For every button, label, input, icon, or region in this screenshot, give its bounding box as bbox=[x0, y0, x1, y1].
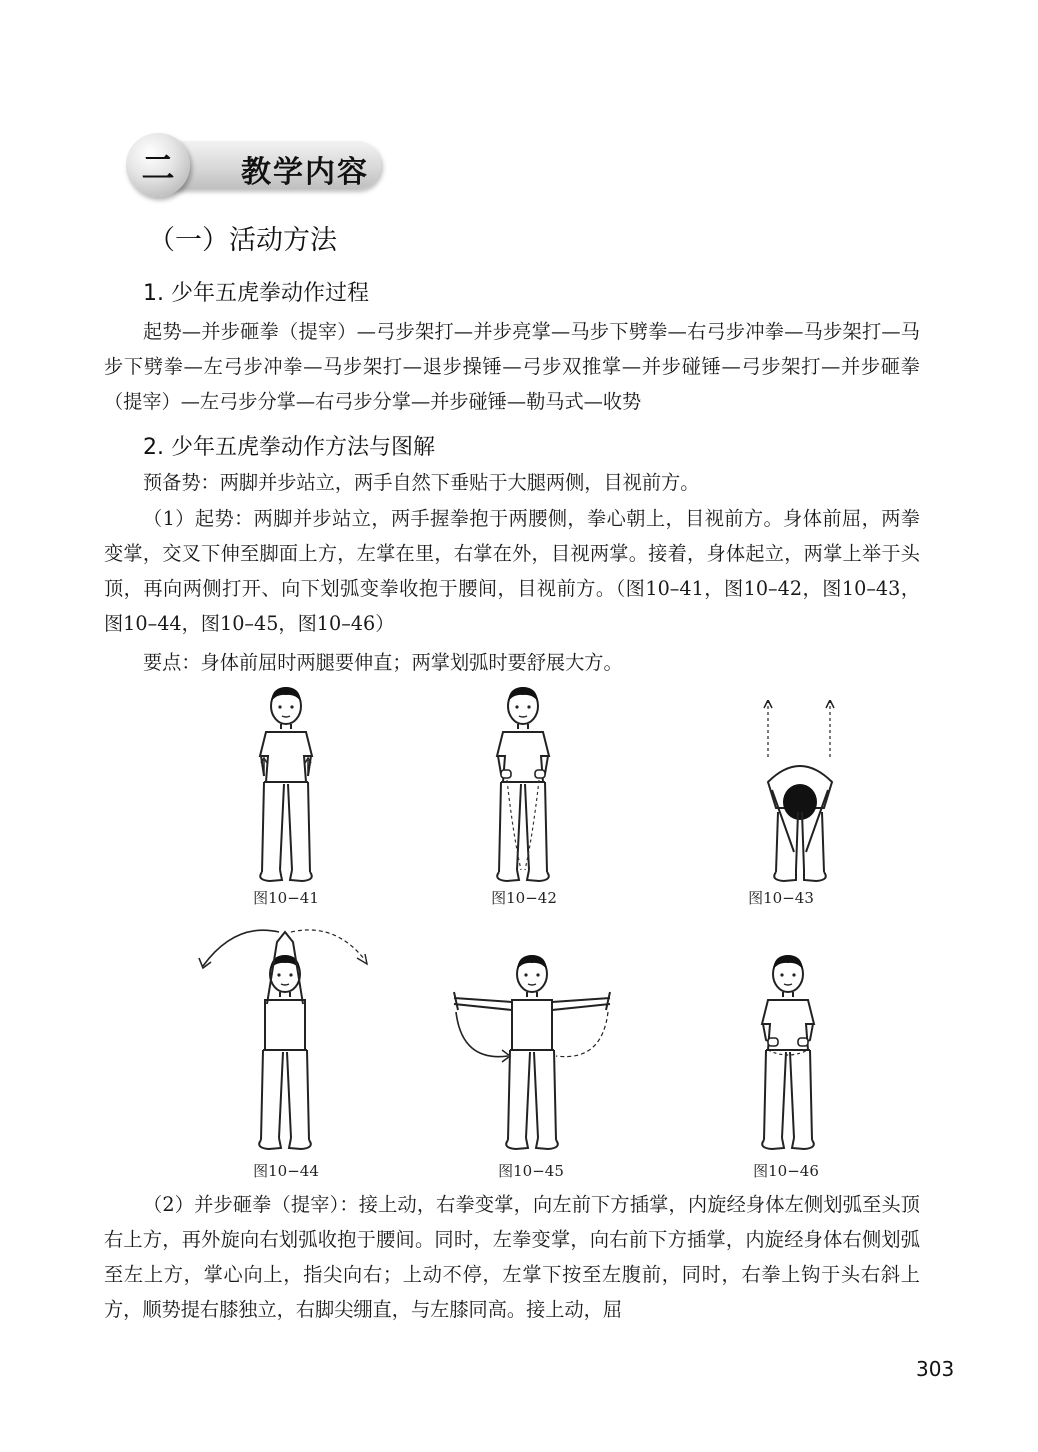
figure-10-43-illustration bbox=[740, 700, 860, 884]
step-1-paragraph: （1）起势：两脚并步站立，两手握拳抱于两腰侧，拳心朝上，目视前方。身体前屈，两拳变掌，交叉下伸至脚面上方，左掌在里，右掌在外，目视两掌。接着，身体起立，两掌上举于头顶，再向两侧打开、向下划弧变拳收抱于腰间，目视前方。（图10–41，图10–42，图10–43，图10–44，图10–45，图10–46） bbox=[104, 507, 920, 635]
figure-10-46-caption: 图10−46 bbox=[753, 1162, 819, 1180]
chapter-title: 教学内容 bbox=[241, 155, 369, 190]
figure-10-43-caption: 图10−43 bbox=[748, 889, 814, 907]
step-2-paragraph: （2）并步砸拳（提宰）：接上动，右拳变掌，向左前下方插掌，内旋经身体左侧划弧至头顶右上方，再外旋向右划弧收抱于腰间。同时，左拳变掌，向右前下方插掌，内旋经身体右侧划弧至左上方，掌心向上，指尖向右；上动不停，左掌下按至左腹前，同时，右拳上钩于头右斜上方，顺势提右膝独立，右脚尖绷直，与左膝同高。接上动，屈 bbox=[104, 1193, 920, 1321]
figure-10-44-illustration bbox=[195, 922, 375, 1154]
figure-10-44-caption: 图10−44 bbox=[253, 1162, 319, 1180]
subsection-1-paragraph: 起势—并步砸拳（提宰）—弓步架打—并步亮掌—马步下劈拳—右弓步冲拳—马步架打—马步下劈拳—左弓步冲拳—马步架打—退步操锤—弓步双推掌—并步碰锤—弓步架打—并步砸拳（提宰）—左弓步分掌—右弓步分掌—并步碰锤—勒马式—收势 bbox=[104, 320, 920, 413]
figure-10-41-caption: 图10−41 bbox=[253, 889, 319, 907]
prep-paragraph: 预备势：两脚并步站立，两手自然下垂贴于大腿两侧，目视前方。 bbox=[143, 471, 700, 494]
figure-10-45-illustration bbox=[448, 952, 616, 1152]
figure-10-46-illustration bbox=[728, 952, 848, 1152]
figure-10-41-illustration bbox=[226, 684, 346, 884]
subsection-1-heading: 1. 少年五虎拳动作过程 bbox=[143, 281, 369, 306]
figure-10-42-caption: 图10−42 bbox=[491, 889, 557, 907]
chapter-number: 二 bbox=[126, 133, 190, 197]
subsection-2-heading: 2. 少年五虎拳动作方法与图解 bbox=[143, 435, 435, 460]
figure-10-42-illustration bbox=[463, 684, 583, 884]
section-heading: （一）活动方法 bbox=[148, 225, 337, 256]
chapter-badge bbox=[126, 133, 384, 197]
figure-10-45-caption: 图10−45 bbox=[498, 1162, 564, 1180]
keypoint-paragraph: 要点：身体前屈时两腿要伸直；两掌划弧时要舒展大方。 bbox=[143, 651, 623, 674]
page-number: 303 bbox=[916, 1357, 955, 1381]
